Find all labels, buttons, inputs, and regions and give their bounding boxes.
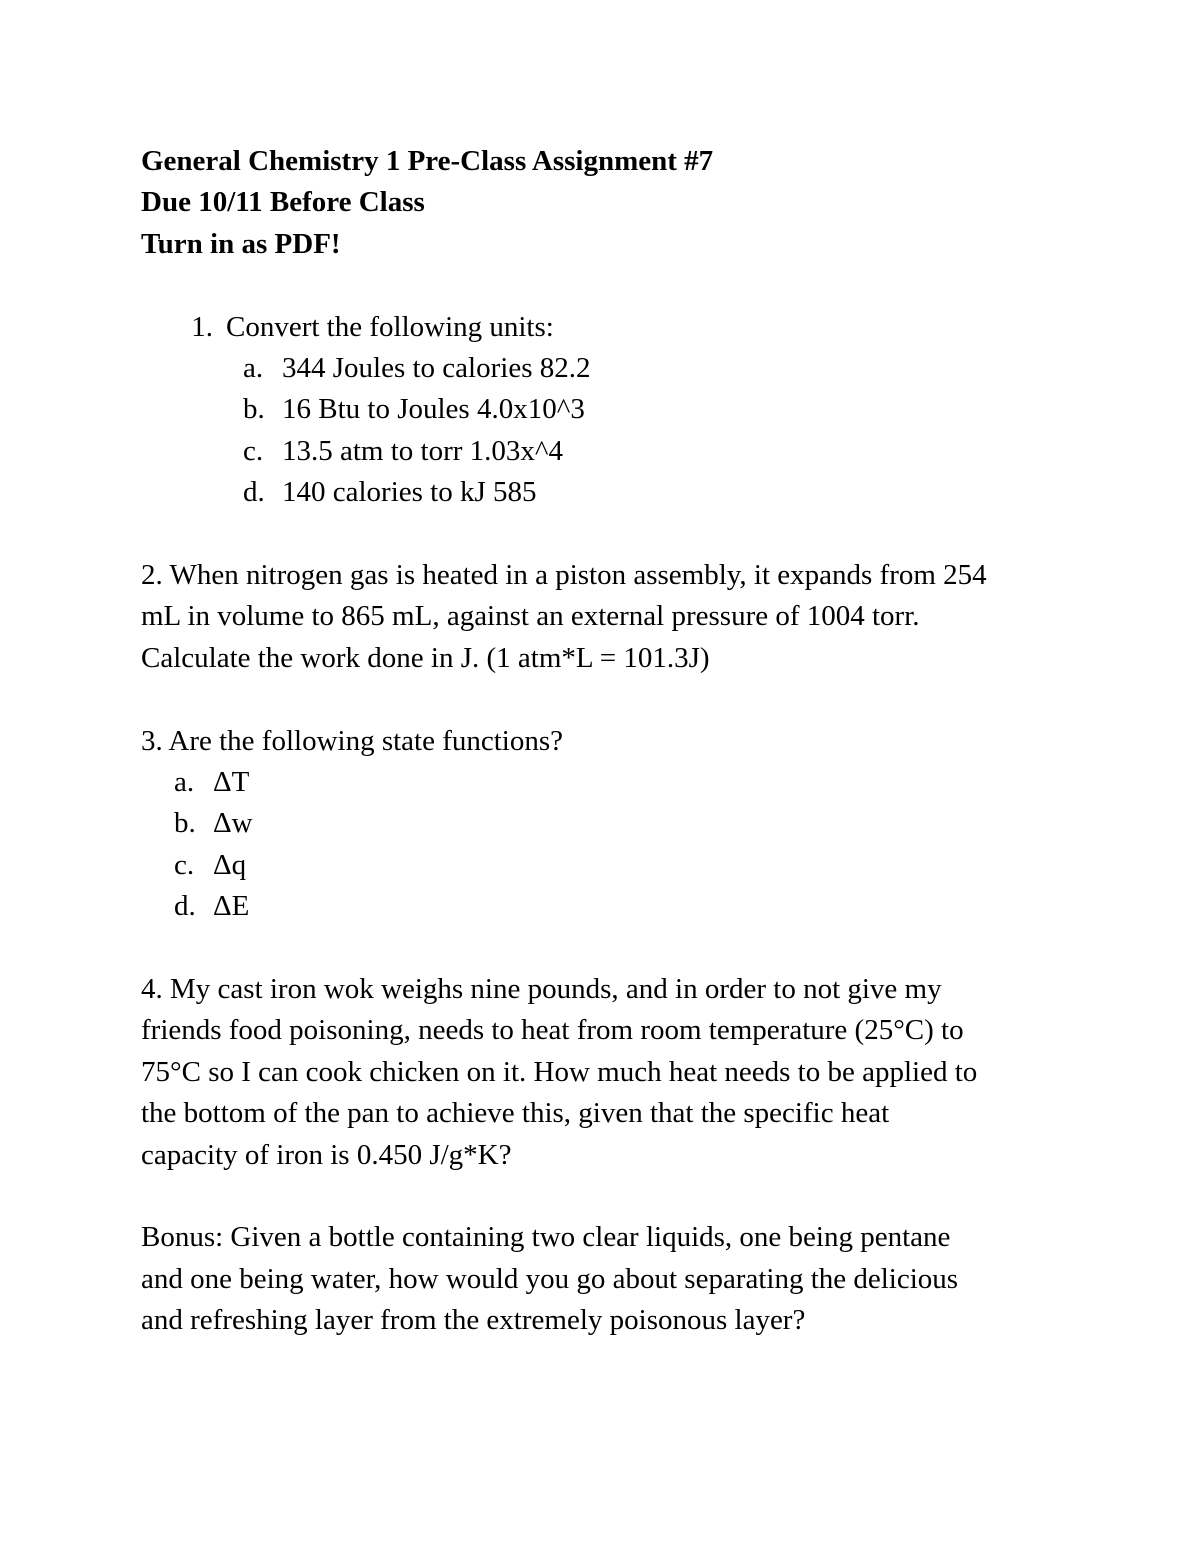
question-3-item-c <box>141 845 1071 886</box>
item-marker: d. <box>243 476 265 509</box>
question-4-line: capacity of iron is 0.450 J/g*K? <box>141 1138 512 1171</box>
item-text: 344 Joules to calories 82.2 <box>282 352 591 385</box>
item-marker: a. <box>174 766 195 799</box>
item-text: 13.5 atm to torr 1.03x^4 <box>282 434 564 467</box>
item-marker: d. <box>174 890 196 923</box>
question-4-line: friends food poisoning, needs to heat from room temperature (25°C) to <box>141 1014 964 1047</box>
question-3-item-b <box>141 803 1071 844</box>
item-marker: c. <box>243 434 264 467</box>
item-text: 140 calories to kJ 585 <box>282 476 537 509</box>
item-marker: a. <box>243 352 264 385</box>
question-2-line: Calculate the work done in J. (1 atm*L = 101.3J) <box>141 641 710 674</box>
bonus-line: and one being water, how would you go about separating the delicious <box>141 1262 959 1295</box>
item-text: ΔE <box>213 890 250 923</box>
bonus-line: and refreshing layer from the extremely poisonous layer? <box>141 1304 806 1337</box>
document-body <box>141 141 1071 1342</box>
item-text: Δw <box>213 807 253 840</box>
question-1-item-d <box>141 472 1071 513</box>
question-4 <box>141 969 1071 1176</box>
spacer <box>141 265 1071 306</box>
item-marker: b. <box>243 393 265 426</box>
question-1-number: 1. <box>191 310 213 343</box>
bonus-question <box>141 1217 1071 1341</box>
question-3-prompt: 3. Are the following state functions? <box>141 724 564 757</box>
question-4-line: the bottom of the pan to achieve this, given that the specific heat <box>141 1097 890 1130</box>
question-3-item-d <box>141 886 1071 927</box>
question-1-item-c <box>141 431 1071 472</box>
bonus-line: Bonus: Given a bottle containing two clear liquids, one being pentane <box>141 1221 951 1254</box>
due-date: Due 10/11 Before Class <box>141 186 425 219</box>
item-marker: c. <box>174 848 195 881</box>
question-3-item-a <box>141 762 1071 803</box>
question-1-prompt: Convert the following units: <box>226 310 554 343</box>
spacer <box>141 1176 1071 1217</box>
question-2-line: 2. When nitrogen gas is heated in a piston assembly, it expands from 254 <box>141 559 987 592</box>
item-marker: b. <box>174 807 196 840</box>
spacer <box>141 514 1071 555</box>
spacer <box>141 679 1071 720</box>
question-4-line: 75°C so I can cook chicken on it. How much heat needs to be applied to <box>141 1055 978 1088</box>
submission-instruction: Turn in as PDF! <box>141 227 341 260</box>
item-text: Δq <box>213 848 247 881</box>
item-text: ΔT <box>213 766 250 799</box>
question-3 <box>141 721 1071 928</box>
item-text: 16 Btu to Joules 4.0x10^3 <box>282 393 585 426</box>
question-1-item-a <box>141 348 1071 389</box>
question-2 <box>141 555 1071 679</box>
question-1 <box>141 307 1071 348</box>
question-1-item-b <box>141 389 1071 430</box>
question-2-line: mL in volume to 865 mL, against an external pressure of 1004 torr. <box>141 600 920 633</box>
question-4-line: 4. My cast iron wok weighs nine pounds, and in order to not give my <box>141 973 942 1006</box>
assignment-title: General Chemistry 1 Pre-Class Assignment #7 <box>141 145 714 177</box>
spacer <box>141 928 1071 969</box>
